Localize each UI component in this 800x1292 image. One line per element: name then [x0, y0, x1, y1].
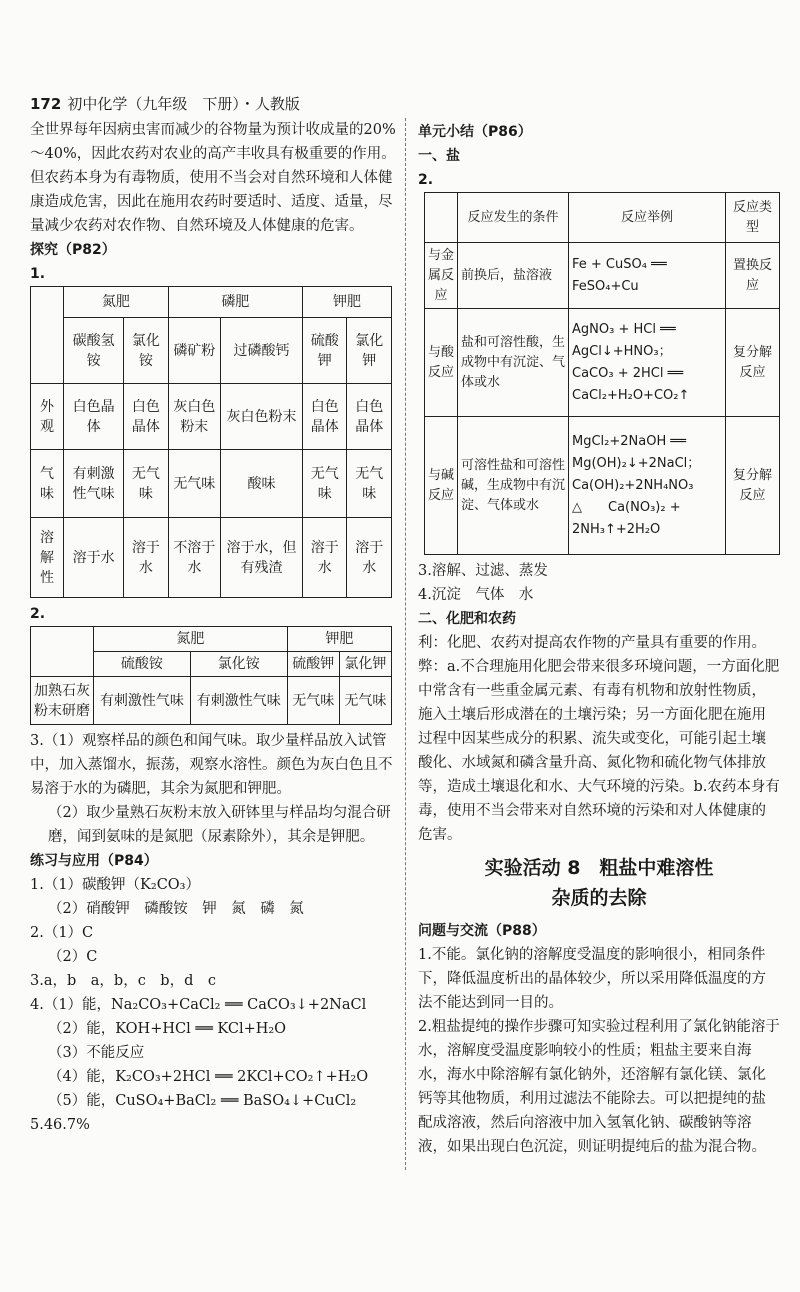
reaction-example: AgNO₃ + HCl ══ AgCl↓+HNO₃； CaCO₃ + 2HCl ══ CaCl₂+H₂O+CO₂↑: [569, 309, 726, 417]
sub-header: 碳酸氢铵: [64, 318, 124, 384]
practice-line: （2）能，KOH+HCl ══ KCl+H₂O: [48, 1021, 287, 1037]
sub-header: 过磷酸钙: [220, 318, 302, 384]
table-cell: 无气味: [339, 677, 391, 725]
table-cell: 溶于水: [347, 518, 392, 598]
table-cell: 有刺激性气味: [190, 677, 287, 725]
page-header: [30, 93, 300, 114]
question-2-label: 2.: [418, 172, 434, 188]
table-cell: 溶于水: [302, 518, 347, 598]
practice-line: 1.（1）碳酸钾（K₂CO₃）: [30, 877, 200, 893]
right-column: [418, 120, 780, 1159]
sub-header: 磷矿粉: [168, 318, 220, 384]
row-label: 与酸反应: [425, 309, 458, 417]
practice-title: 练习与应用（P84）: [30, 853, 158, 869]
table-cell: 无气味: [168, 450, 220, 518]
group-header: 磷肥: [168, 287, 302, 318]
practice-line: （4）能，K₂CO₃+2HCl ══ 2KCl+CO₂↑+H₂O: [48, 1069, 369, 1085]
reaction-example: MgCl₂+2NaOH ══ Mg(OH)₂↓+2NaCl； Ca(OH)₂+2NH₄NO₃ △ Ca(NO₃)₂ + 2NH₃↑+2H₂O: [569, 417, 726, 555]
reaction-condition: 前换后，盐溶液: [458, 243, 569, 309]
table-cell: 白色晶体: [124, 384, 169, 450]
table-cell: 无气味: [347, 450, 392, 518]
reaction-type: 复分解反应: [726, 417, 780, 555]
table-cell: 不溶于水: [168, 518, 220, 598]
answer-3-part-2: （2）取少量熟石灰粉末放入研钵里与样品均匀混合研磨，闻到氨味的是氮肥（尿素除外），其余是钾肥。: [48, 805, 391, 845]
question-1-label: 1.: [30, 266, 46, 282]
table-cell: 白色晶体: [347, 384, 392, 450]
group-header: 钾肥: [287, 627, 391, 652]
fertilizer-table: [30, 286, 392, 598]
table-cell: 溶于水: [124, 518, 169, 598]
sub-header: 硫酸铵: [94, 652, 191, 677]
sub-header: 硫酸钾: [302, 318, 347, 384]
col-header: 反应举例: [569, 193, 726, 243]
table-cell: 灰白色粉末: [220, 384, 302, 450]
practice-line: 5.46.7%: [30, 1117, 90, 1133]
practice-line: 4.（1）能，Na₂CO₃+CaCl₂ ══ CaCO₃↓+2NaCl: [30, 997, 367, 1013]
explore-title: 探究（P82）: [30, 242, 116, 258]
qa-title: 问题与交流（P88）: [418, 923, 546, 939]
practice-line: （2）C: [48, 949, 98, 965]
row-label: 溶解性: [31, 518, 64, 598]
practice-line: 2.（1）C: [30, 925, 94, 941]
qa-answer-2: 2.粗盐提纯的操作步骤可知实验过程利用了氯化钠能溶于水，溶解度受温度影响较小的性质；粗盐主要来自海水，海水中除溶解有氯化钠外，还溶解有氯化镁、氯化钙等其他物质，利用过滤法不能除去。可以把提纯的盐配成溶液，然后向溶液中加入氢氧化钠、碳酸钠等溶液，如果出现白色沉淀，则证明提纯后的盐为混合物。: [418, 1019, 780, 1155]
salt-reaction-table: [424, 192, 780, 555]
cons-paragraph: 弊：a.不合理施用化肥会带来很多环境问题，一方面化肥中常含有一些重金属元素、有毒有机物和放射性物质，施入土壤后形成潜在的土壤污染；另一方面化肥在施用过程中因某些成分的积累、流失或变化，可能引起土壤酸化、水域氮和磷含量升高、氮化物和硫化物气体排放等，造成土壤退化和水、大气环境的污染。b.农药本身有毒，使用不当会带来对自然环境的污染和对人体健康的危害。: [418, 659, 780, 843]
row-label: 与碱反应: [425, 417, 458, 555]
reaction-type: 复分解反应: [726, 309, 780, 417]
sub-header: 氯化铵: [124, 318, 169, 384]
group-header: 钾肥: [302, 287, 391, 318]
table-cell: 有刺激性气味: [94, 677, 191, 725]
group-header: 氮肥: [94, 627, 288, 652]
question-2-label: 2.: [30, 606, 46, 622]
answer-4: 4.沉淀 气体 水: [418, 587, 534, 603]
section-fertilizer: 二、化肥和农药: [418, 611, 516, 627]
column-divider: [405, 118, 406, 1170]
row-label: 外观: [31, 384, 64, 450]
section-salt: 一、盐: [418, 148, 460, 164]
sub-header: 氯化铵: [190, 652, 287, 677]
table-cell: 无气味: [302, 450, 347, 518]
practice-line: （3）不能反应: [48, 1045, 145, 1061]
group-header: 氮肥: [64, 287, 169, 318]
row-label: 与金属反应: [425, 243, 458, 309]
table-cell: 溶于水，但有残渣: [220, 518, 302, 598]
table-cell: 溶于水: [64, 518, 124, 598]
grinding-test-table: [30, 626, 392, 725]
sub-header: 氯化钾: [347, 318, 392, 384]
table-cell: 有刺激性气味: [64, 450, 124, 518]
practice-line: （2）硝酸钾 磷酸铵 钾 氮 磷 氮: [48, 901, 304, 917]
summary-title: 单元小结（P86）: [418, 124, 532, 140]
col-header: 反应发生的条件: [458, 193, 569, 243]
table-cell: 无气味: [124, 450, 169, 518]
table-cell: 无气味: [287, 677, 339, 725]
reaction-condition: 盐和可溶性酸，生成物中有沉淀、气体或水: [458, 309, 569, 417]
qa-answer-1: 1.不能。氯化钠的溶解度受温度的影响很小，相同条件下，降低温度析出的晶体较少，所以采用降低温度的方法不能达到同一目的。: [418, 947, 766, 1011]
practice-line: 3.a，b a，b，c b，d c: [30, 973, 216, 989]
table-cell: 白色晶体: [302, 384, 347, 450]
intro-paragraph-1: 全世界每年因病虫害而减少的谷物量为预计收成量的20%～40%，因此农药对农业的高产丰收具有极重要的作用。: [30, 122, 396, 162]
book-title: 初中化学（九年级 下册）・人教版: [67, 95, 300, 113]
reaction-type: 置换反应: [726, 243, 780, 309]
left-column: [30, 118, 398, 1137]
practice-line: （5）能，CuSO₄+BaCl₂ ══ BaSO₄↓+CuCl₂: [48, 1093, 357, 1109]
row-label: 加熟石灰粉末研磨: [31, 677, 94, 725]
sub-header: 硫酸钾: [287, 652, 339, 677]
answer-3: 3.溶解、过滤、蒸发: [418, 563, 548, 579]
page-number: 172: [30, 95, 62, 113]
intro-paragraph-2: 但农药本身为有毒物质，使用不当会对自然环境和人体健康造成危害，因此在施用农药时要适时、适度、适量，尽量减少农药对农作物、自然环境及人体健康的危害。: [30, 170, 393, 234]
row-label: 气味: [31, 450, 64, 518]
reaction-condition: 可溶性盐和可溶性碱，生成物中有沉淀、气体或水: [458, 417, 569, 555]
answer-3-part-1: 3.（1）观察样品的颜色和闻气味。取少量样品放入试管中，加入蒸馏水，振荡，观察水溶性。颜色为灰白色且不易溶于水的为磷肥，其余为氮肥和钾肥。: [30, 733, 393, 797]
pros-paragraph: 利：化肥、农药对提高农作物的产量具有重要的作用。: [418, 635, 766, 651]
table-cell: 灰白色粉末: [168, 384, 220, 450]
sub-header: 氯化钾: [339, 652, 391, 677]
reaction-example: Fe + CuSO₄ ══ FeSO₄+Cu: [569, 243, 726, 309]
table-cell: 酸味: [220, 450, 302, 518]
table-cell: 白色晶体: [64, 384, 124, 450]
activity-title: 实验活动 8 粗盐中难溶性 杂质的去除: [484, 857, 714, 909]
col-header: 反应类型: [726, 193, 780, 243]
